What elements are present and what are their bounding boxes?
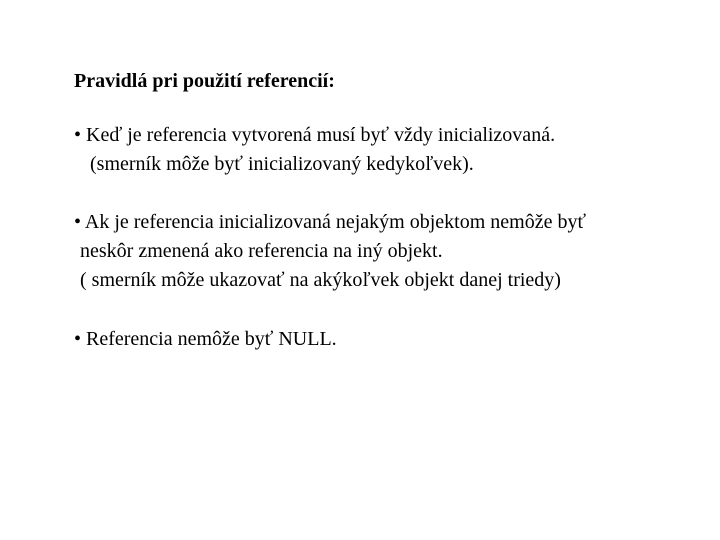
rule-1-text: • Keď je referencia vytvorená musí byť vždy inicializovaná. [74, 124, 556, 146]
rule-2-note: ( smerník môže ukazovať na akýkoľvek objekt danej triedy) [80, 269, 561, 291]
rule-2-text: • Ak je referencia inicializovaná nejakým objektom nemôže byť [74, 211, 587, 233]
rule-2-text-continued: neskôr zmenená ako referencia na iný objekt. [80, 240, 443, 262]
rule-1-note: (smerník môže byť inicializovaný kedykoľvek). [90, 153, 474, 175]
rule-3-text: • Referencia nemôže byť NULL. [74, 328, 337, 350]
slide-heading: Pravidlá pri použití referencií: [74, 70, 335, 92]
